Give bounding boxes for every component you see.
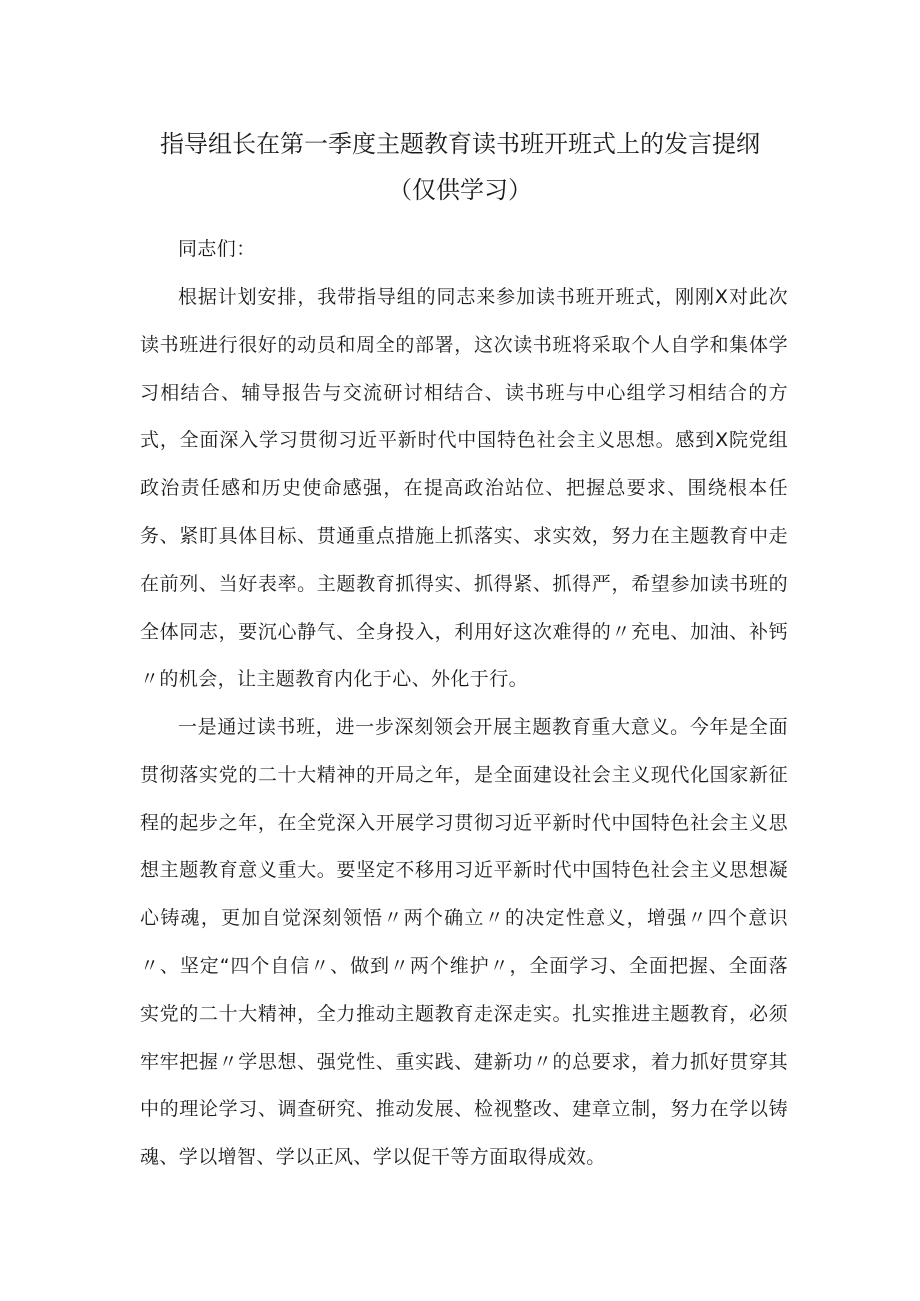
document-subtitle: （仅供学习） bbox=[388, 176, 532, 204]
salutation: 同志们： bbox=[178, 238, 256, 260]
paragraph-point-one: 一是通过读书班，进一步深刻领会开展主题教育重大意义。今年是全面贯彻落实党的二十大精神的开局之年，是全面建设社会主义现代化国家新征程的起步之年，在全党深入开展学习贯彻习近平新时代中国特色社会主义思想主题教育意义重大。要坚定不移用习近平新时代中国特色社会主义思想凝心铸魂，更加自觉深刻领悟〃两个确立〃的决定性意义，增强〃四个意识〃、坚定“四个自信〃、做到〃两个维护〃，全面学习、全面把握、全面落实党的二十大精神，全力推动主题教育走深走实。扎实推进主题教育，必须牢牢把握〃学思想、强党性、重实践、建新功〃的总要求，着力抓好贯穿其中的理论学习、调查研究、推动发展、检视整改、建章立制，努力在学以铸魂、学以增智、学以正风、学以促干等方面取得成效。 bbox=[140, 716, 788, 1169]
paragraph-intro: 根据计划安排，我带指导组的同志来参加读书班开班式，刚刚X对此次读书班进行很好的动员和周全的部署，这次读书班将采取个人自学和集体学习相结合、辅导报告与交流研讨相结合、读书班与中心组学习相结合的方式，全面深入学习贯彻习近平新时代中国特色社会主义思想。感到X院党组政治责任感和历史使命感强，在提高政治站位、把握总要求、围绕根本任务、紧盯具体目标、贯通重点措施上抓落实、求实效，努力在主题教育中走在前列、当好表率。主题教育抓得实、抓得紧、抓得严，希望参加读书班的全体同志，要沉心静气、全身投入，利用好这次难得的〃充电、加油、补钙〃的机会，让主题教育内化于心、外化于行。 bbox=[140, 286, 788, 691]
document-title: 指导组长在第一季度主题教育读书班开班式上的发言提纲 bbox=[160, 130, 760, 158]
